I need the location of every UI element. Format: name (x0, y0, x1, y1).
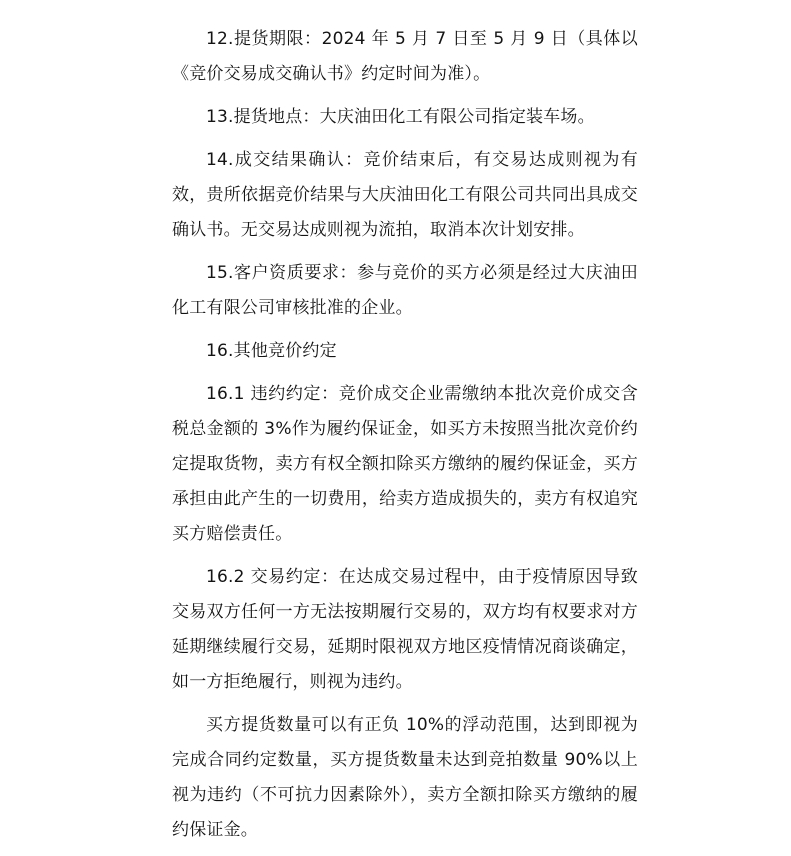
clause-16-1-breach: 16.1 违约约定：竞价成交企业需缴纳本批次竞价成交含税总金额的 3%作为履约保证金，如买方未按照当批次竞价约定提取货物，卖方有权全额扣除买方缴纳的履约保证金，买方承担由此产生的一切费用，给卖方造成损失的，卖方有权追究买方赔偿责任。 (172, 384, 638, 544)
document-body (172, 22, 638, 856)
clause-16-2-transaction: 16.2 交易约定：在达成交易过程中，由于疫情原因导致交易双方任何一方无法按期履行交易的，双方均有权要求对方延期继续履行交易，延期时限视双方地区疫情情况商谈确定，如一方拒绝履行，则视为违约。 (172, 567, 638, 692)
clause-13-pickup-location: 13.提货地点：大庆油田化工有限公司指定装车场。 (206, 107, 595, 127)
clause-15-customer-qualification: 15.客户资质要求：参与竞价的买方必须是经过大庆油田化工有限公司审核批准的企业。 (172, 263, 638, 318)
clause-12-pickup-period: 12.提货期限：2024 年 5 月 7 日至 5 月 9 日（具体以《竞价交易成交确认书》约定时间为准）。 (172, 29, 638, 84)
clause-16-other-agreements: 16.其他竞价约定 (206, 341, 337, 361)
clause-quantity-tolerance: 买方提货数量可以有正负 10%的浮动范围，达到即视为完成合同约定数量，买方提货数量未达到竞拍数量 90%以上视为违约（不可抗力因素除外），卖方全额扣除买方缴纳的履约保证金。 (172, 715, 638, 840)
clause-14-result-confirmation: 14.成交结果确认：竞价结束后，有交易达成则视为有效，贵所依据竞价结果与大庆油田化工有限公司共同出具成交确认书。无交易达成则视为流拍，取消本次计划安排。 (172, 150, 638, 240)
